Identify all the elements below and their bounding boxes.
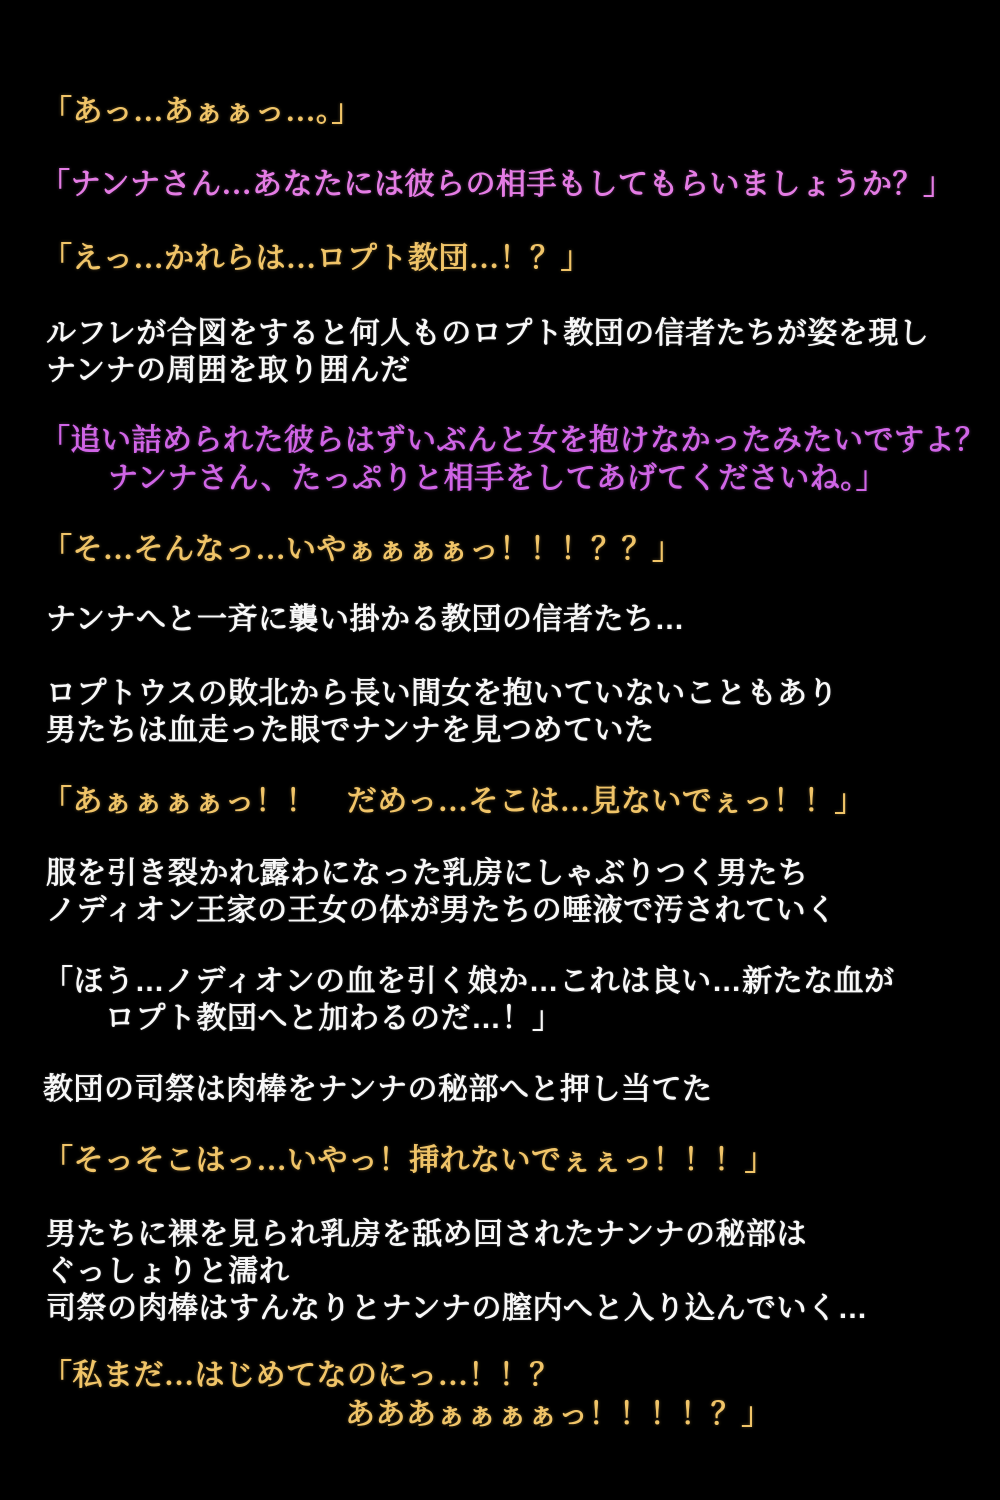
narration-line: 男たちは血走った眼でナンナを見つめていた: [46, 714, 655, 747]
dialogue-line-heroine: 「あぁぁぁぁっ！！ だめっ…そこは…見ないでぇっ！！」: [42, 785, 865, 818]
dialogue-line-priest: 「ほう…ノディオンの血を引く娘か…これは良い…新たな血が: [43, 965, 895, 998]
narration-line: ぐっしょりと濡れ: [46, 1255, 290, 1288]
dialogue-line-heroine: 「そ…そんなっ…いやぁぁぁぁっ！！！？？」: [42, 533, 683, 566]
narration-line: 教団の司祭は肉棒をナンナの秘部へと押し当てた: [43, 1073, 713, 1106]
dialogue-line-heroine: あああぁぁぁぁっ！！！！？」: [345, 1398, 772, 1431]
dialogue-line-villain: ナンナさん、たっぷりと相手をしてあげてくださいね。」: [108, 462, 887, 495]
dialogue-line-heroine: 「えっ…かれらは…ロプト教団…！？」: [42, 242, 591, 275]
dialogue-line-heroine: 「そっそこはっ…いやっ！挿れないでぇぇっ！！！」: [43, 1144, 775, 1177]
dialogue-line-heroine: 「あっ…あぁぁっ…。」: [42, 95, 362, 128]
narration-line: 司祭の肉棒はすんなりとナンナの膣内へと入り込んでいく…: [46, 1292, 868, 1325]
narration-line: ロプトウスの敗北から長い間女を抱いていないこともあり: [46, 677, 839, 710]
narration-line: ルフレが合図をすると何人ものロプト教団の信者たちが姿を現し: [46, 317, 930, 350]
dialogue-line-villain: 「ナンナさん…あなたには彼らの相手もしてもらいましょうか？」: [40, 168, 954, 201]
narration-line: 服を引き裂かれ露わになった乳房にしゃぶりつく男たち: [46, 857, 809, 890]
narration-line: ノディオン王家の王女の体が男たちの唾液で汚されていく: [46, 894, 837, 927]
narration-line: ナンナの周囲を取り囲んだ: [46, 354, 411, 387]
narration-line: 男たちに裸を見られ乳房を舐め回されたナンナの秘部は: [46, 1218, 807, 1251]
dialogue-line-heroine: 「私まだ…はじめてなのにっ…！！？: [42, 1359, 560, 1392]
dialogue-line-villain: 「追い詰められた彼らはずいぶんと女を抱けなかったみたいですよ？: [40, 424, 986, 457]
narration-line: ナンナへと一斉に襲い掛かる教団の信者たち…: [46, 603, 685, 636]
dialogue-line-priest: ロプト教団へと加わるのだ…！」: [105, 1002, 563, 1035]
